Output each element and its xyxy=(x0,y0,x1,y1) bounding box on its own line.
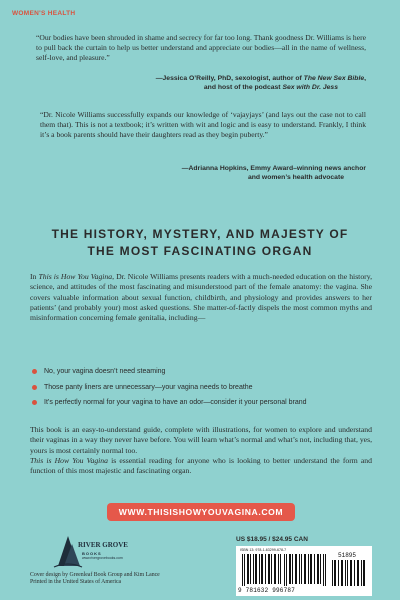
website-link[interactable]: WWW.THISISHOWYOUVAGINA.COM xyxy=(107,503,295,521)
publisher-imprint: BOOKS www.rivergrovebooks.com xyxy=(82,551,123,560)
publisher-name: RIVER GROVE xyxy=(78,541,128,549)
blurb-quote-1: “Our bodies have been shrouded in shame and secrecy for far too long. Thank goodness Dr. Williams is here to pull back the curtain to help us better understand and appreciate our bodies—all in the name of wellness, self-love, and pleasure.” xyxy=(36,33,366,63)
myth-list xyxy=(30,367,372,414)
barcode-main-icon xyxy=(242,554,328,586)
headline: THE HISTORY, MYSTERY, AND MAJESTY OF THE MOST FASCINATING ORGAN xyxy=(51,227,349,258)
list-item: Those panty liners are unnecessary—your vagina needs to breathe xyxy=(30,383,372,392)
list-item: It’s perfectly normal for your vagina to have an odor—consider it your personal brand xyxy=(30,398,372,407)
bullet-dot-icon xyxy=(32,385,37,390)
bullet-dot-icon xyxy=(32,400,37,405)
barcode-number: 9 781632 996787 xyxy=(238,587,296,594)
description-closing: This book is an easy-to-understand guide, complete with illustrations, for women to explore and understand their vaginas in a way they never have before. You will learn what’s normal and what’s not, including that, yes, yours is most certainly normal too. xyxy=(30,425,372,455)
description-intro: In This is How You Vagina, Dr. Nicole Williams presents readers with a much-needed education on the history, science, and attitudes of the most fascinating and misunderstood part of the female anatomy: the vagina. She covers valuable information about sexual function, childbirth, and physiology and provides answers to her patients’ (and probably your) most asked questions. She matter-of-factly dispels the most common myths and misinformation concerning female genitalia, including— xyxy=(30,272,372,323)
price-label: US $18.95 / $24.95 CAN xyxy=(236,536,308,543)
barcode-addon-number: 51895 xyxy=(338,552,357,559)
barcode xyxy=(236,546,372,596)
bullet-dot-icon xyxy=(32,369,37,374)
cover-credits: Cover design by Greenleaf Book Group and Kim Lance Printed in the United States of America xyxy=(30,572,160,586)
description-closing-2: This is How You Vagina is essential reading for anyone who is looking to better understand the form and function of this most majestic and fascinating organ. xyxy=(30,456,372,476)
blurb-attribution-2: —Adrianna Hopkins, Emmy Award–winning news anchor and women’s health advocate xyxy=(181,165,366,181)
isbn-text: ISBN 13: 978-1-63299-678-7 xyxy=(240,548,287,552)
river-grove-logo-icon xyxy=(50,530,110,570)
blurb-attribution-1: —Jessica O’Reilly, PhD, sexologist, author of The New Sex Bible, and host of the podcast Sex with Dr. Jess xyxy=(155,75,366,91)
category-label: WOMEN'S HEALTH xyxy=(12,10,76,17)
blurb-quote-2: “Dr. Nicole Williams successfully expands our knowledge of ‘vajayjays’ (and lays out the case not to call them that). This is not a textbook; it’s written with wit and logic and is easy to understand. Frankly, I think it’s a book parents should have their daughters read as they begin puberty.” xyxy=(40,110,366,140)
list-item: No, your vagina doesn’t need steaming xyxy=(30,367,372,376)
barcode-addon-icon xyxy=(332,560,366,586)
